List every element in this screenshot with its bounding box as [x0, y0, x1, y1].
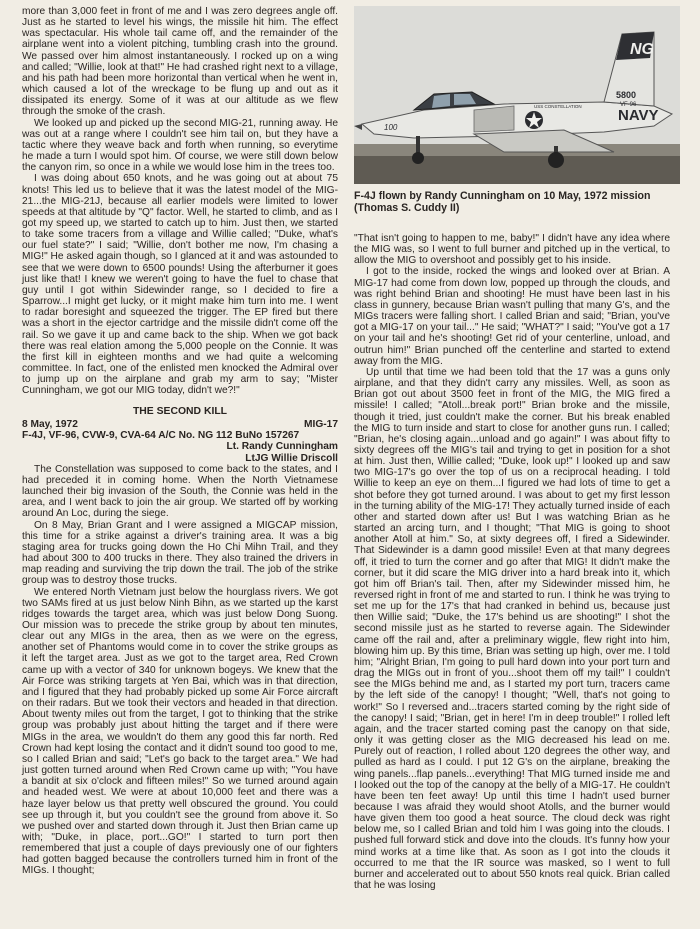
- f4j-photo: [354, 6, 680, 184]
- paragraph: more than 3,000 feet in front of me and I was zero degrees angle off. Just as he started to level his wings, the missile hit him. The effect was spectacular. His whole tail came off, and the remainder of the airplane went into a violent pitching, tumbling crash into the ground. We passed over him almost instantaneously. I rocked up on a wing and called; "Willie, look at that!" He had crashed right next to a village, and his path had been more horizontal than vertical when he went in, which caused a lot of the wreckage to be flung up and out as it dissipated its energy. Some of it was at our altitude as we flew through the smoke of the crash.: [22, 6, 338, 118]
- section-title: THE SECOND KILL: [132, 406, 228, 418]
- ship-name: USS CONSTELLATION: [534, 104, 582, 109]
- f4j-illustration: [354, 6, 680, 184]
- paragraph: The Constellation was supposed to come back to the states, and I had preceded it in coming home. When the North Vietnamese launched their big invasion of the South, the Connie was held in the area, and I went back to join the air group. We started off by working around An Loc, during the siege.: [22, 463, 338, 520]
- modex-marking: 5800: [616, 90, 637, 100]
- paragraph: I was doing about 650 knots, and he was going out at about 75 knots! This led us to believe that it was the latest model of the MIG-21...the MIG-21J, because all earlier models were limited to lower speeds at that altitude by "Q" factor. Well, he started to climb, and as I got my speed up, we started to catch up to him. Just then, we started to take some tracers from a village and Willie called; "Duke, what's our fuel state?" I said; "Willie, don't bother me now, I'm chasing a MIG!" He asked again though, so I glanced at it and was astounded to see that we were down to 6500 pounds! Using the afterburner it goes just like that! I knew we weren't going to have the fuel to chase that guy until I got within Sidewinder range, so I decided to fire a Sparrow...I might get lucky, or it might make him turn into me. I went to radar boresight and squeezed the trigger. The EP fired but there was a short in the ejector cartridge and the missile didn't come off the rail. So we gave it up and came back to the ship. When we got back there was real elation among the 5,000 people on the Connie. It was the first kill in eighteen months and we had quite a welcoming committee. In fact, one of the enlisted men knocked the Admiral over to jump up on the airplane and grab my arm to say; "Mister Cunningham, we got our MIG today, didn't we?!": [22, 173, 338, 397]
- squadron-marking: VF-96: [620, 102, 637, 108]
- paragraph: We looked up and picked up the second MIG-21, running away. He was out at a range where I couldn't see him tail on, but they have a tactic where they weave back and forth when running, so everytime he made a turn I would spot him. Of course, we were still down below the canyon rim, so once in a while we would lose him in the trees too.: [22, 117, 338, 174]
- paragraph: "That isn't going to happen to me, baby!" I didn't have any idea where the MIG was, so I went to full burner and pitched up in the vertical, to allow the MIG to overshoot and possibly get to his inside.: [354, 233, 670, 267]
- aircraft-info: F-4J, VF-96, CVW-9, CVA-64 A/C No. NG 112 BuNo 157267: [22, 429, 300, 441]
- nose-number: 100: [384, 123, 398, 132]
- enemy-type: MIG-17: [304, 418, 338, 430]
- paragraph: I got to the inside, rocked the wings and looked over at Brian. A MIG-17 had come from down low, popped up through the clouds, and was right behind Brian and shooting! He must have been last in his class in gunnery, because Brian wasn't pulling that many G's, and the MIGs tracers were falling short. I called Brian and said; "Brian, you've got a MIG-17 on your tail..." He said; "WHAT?" I said; "You've got a 17 on your tail and he's shooting! Get rid of your centerline, unload, and outrun him!" Brian punched off the centerline and started to extend away from the MIG.: [354, 266, 670, 367]
- photo-caption: F-4J flown by Randy Cunningham on 10 May, 1972 mission (Thomas S. Cuddy II): [354, 190, 651, 215]
- paragraph: Up until that time we had been told that the 17 was a guns only airplane, and that they didn't carry any missiles. Well, as soon as Brian got out about 3500 feet in front of the MIG, the MIG fired a missile! I called; "Atoll...break port!" Brian broke and the missile, though it tried, just couldn't make the corner. But his break enabled the MIG to turn inside and start to close for another guns run. I called; "Brian, he's closing again...unload and go again!" I was about fifty to sixty degrees off the MIG's tail and trying to get in position for a shot at him. Just then, Willie called; "Duke, look up!" I looked up and saw two MIG-17's go over the top of us on a reciprocal heading. I told Willie to keep an eye on them...I figured we had lots of time to get a shot before they got turned around. I was about to get my first lesson in the turning ability of the MIG-17! They actually turned inside of each other and started down after us! But I was watching Brian as he started an arcing turn, and I thought; "That MIG is going to shoot another Atoll at him." So, at sixty degrees off, I fired a Sidewinder. That Sidewinder is a damn good missile! Even at that many degrees off, it tried to turn the corner and go after that MIG! It didn't make the corner, but it did scare the MIG driver into a hard break into it, which got him off Brian's tail. Then, after my Sidewinder missed him, he reversed right in front of me and started to run. I think he was trying to set me up for the 17's that had cranked in behind us, because just then Willie said; "Duke, the 17's behind us are shooting!" I shot the second missile just as he started to reverse again. The Sidewinder came off the rail and, after a preliminary wiggle, flew right into him, blowing him up. By this time, Brian was setting up high, over me. I told him; "Alright Brian, I'm going to pull hard down into your port turn and drag the MIGs out in front of you...shoot them off my tail!" I couldn't see the MIGs behind me and, as I started my port turn, tracers came by the left side of the canopy! I thought; "Well, that's not going to work!" So I reversed and...tracers started coming by the right side of the canopy! I said; "Brian, get in here! I'm in deep trouble!" I rolled left again, and the tracer started coming past the canopy on that side, only it was getting closer as the MIG decreased his lead on me. Purely out of reaction, I rolled about 120 degrees the other way, and pulled as hard as I could. I put 12 G's on the airplane, breaking the wing panels...flap panels...everything! That MIG turned inside me and I looked out the top of the canopy at the belly of a MIG-17. He couldn't have been ten feet away! Up until this time I hadn't used burner because I was afraid they would shoot Atolls, and the burner would have given them too good a heat source. The cloud deck was right below me, so I called Brian and told him I was going into the clouds. I pushed full forward stick and dove into the clouds. It's funny how your mind works at a time like that. As soon as I got into the clouds it occurred to me that the IR source was masked, so I went to full burner and accelerated out to about 550 knots real quick. Brian called that he was losing: [354, 366, 670, 892]
- kill-date-row: [22, 419, 338, 430]
- navy-marking: NAVY: [618, 107, 659, 124]
- paragraph: We entered North Vietnam just below the hourglass rivers. We got two SAMs fired at us just below Ninh Bihn, as we started up the karst ridges towards the target area, which was just below Dong Suong. Our mission was to precede the strike group by about ten minutes, clear out any MIGs in the area, then as we were on the egress, another set of Phantoms would come in to cover the strike groups as it left the target area. Just as we got to the target area, Red Crown came up with a vector of 340 for unknown bogeys. We knew that the Air Force was striking targets at Yen Bai, which was in that direction, and I figured that they had probably picked up some Air Force aircraft on their radars. But we took their vectors and headed in that direction. About twenty miles out from the target, I got to thinking that the strike group was probably just about hitting the target and if there were MIGs in the area, we wouldn't do them any good this far north. Red Crown had kept losing the contact and it didn't sound too good to me, so I called Brian and said; "Let's go back to the target area." We had just gotten turned around when Red Crown came up with; "You have a bandit at six o'clock and fifteen miles!" So we turned around again and headed west. We were at about 10,000 feet and there was a haze layer below us that pretty well obscured the ground. You could see up through it, but you couldn't see the ground from above it. So we pushed over and started down through it. Just then Brian came up with; "Duke, in place, port...GO!" I started to turn port then remembered that just a couple of days previously one of our fighters had gotten bagged because the controllers turned him in front of the MIGs. I thought;: [22, 586, 338, 877]
- kill-details: [22, 419, 338, 464]
- rio-name: LtJG Willie Driscoll: [245, 452, 338, 464]
- pilot-name: Lt. Randy Cunningham: [226, 441, 338, 453]
- kill-date: 8 May, 1972: [22, 418, 78, 430]
- right-column: [354, 233, 670, 891]
- left-column: [22, 6, 338, 877]
- tail-code: NG: [630, 41, 654, 58]
- paragraph: On 8 May, Brian Grant and I were assigned a MIGCAP mission, this time for a strike against a driver's training area. It was a big staging area for trucks going down the Ho Chi Mihn Trail, and they had about 300 to 400 trucks in there. They also trained the drivers in map reading and surviving the trip down the trail. The job of the strike group was to destroy those trucks.: [22, 519, 338, 587]
